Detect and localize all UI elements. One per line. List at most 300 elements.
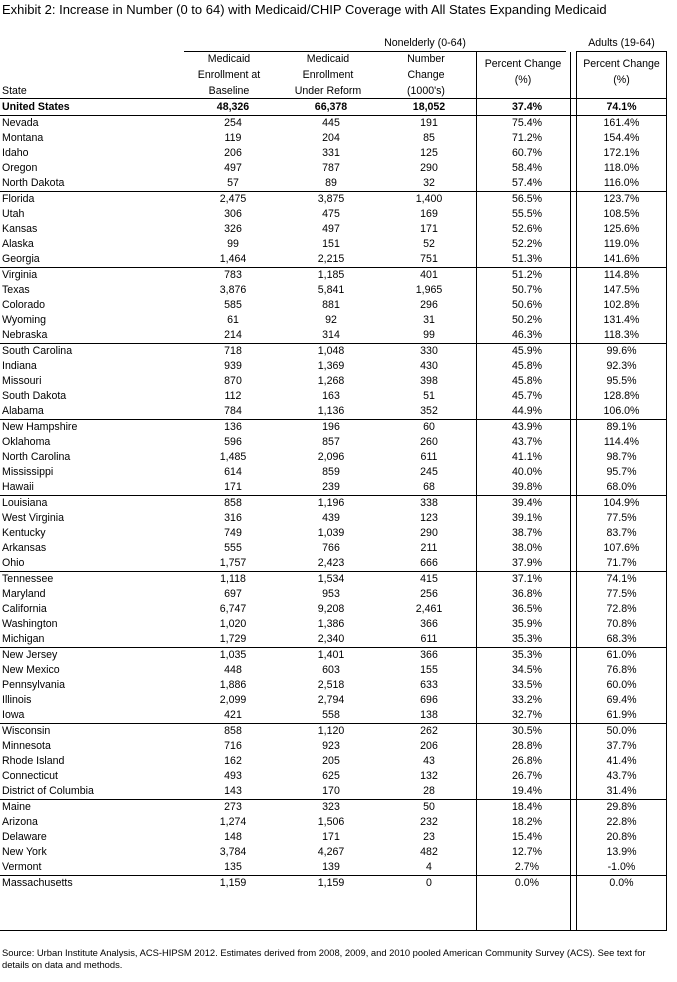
table-row-total bbox=[0, 100, 667, 116]
cell-adults: 118.3% bbox=[603, 329, 640, 341]
cell-state: Alaska bbox=[2, 238, 34, 250]
cell-reform: 2,794 bbox=[317, 694, 345, 706]
table-row bbox=[0, 328, 667, 344]
cell-reform: 1,196 bbox=[282, 496, 380, 512]
cell-adults: 22.8% bbox=[606, 816, 637, 828]
cell-pct: 26.8% bbox=[511, 755, 543, 767]
cell-adults: 147.5% bbox=[603, 284, 640, 296]
col-header-baseline bbox=[184, 52, 274, 99]
cell-state: Maine bbox=[0, 800, 184, 816]
cell-baseline: 214 bbox=[224, 329, 242, 341]
cell-adults: 99.6% bbox=[576, 344, 667, 360]
cell-adults: 13.9% bbox=[606, 846, 637, 858]
cell-state: Indiana bbox=[2, 360, 37, 372]
table-row bbox=[0, 313, 667, 328]
cell-pct: 45.8% bbox=[511, 375, 543, 387]
table-row bbox=[0, 480, 667, 496]
table-row bbox=[0, 511, 667, 526]
cell-baseline: 3,876 bbox=[219, 284, 247, 296]
cell-state: Iowa bbox=[2, 709, 25, 721]
cell-adults: 104.9% bbox=[576, 496, 667, 512]
cell-baseline: 2,475 bbox=[184, 192, 282, 208]
cell-state: Nevada bbox=[0, 116, 184, 132]
table-row bbox=[0, 222, 667, 237]
cell-reform: 3,875 bbox=[282, 192, 380, 208]
cell-state: Montana bbox=[2, 132, 44, 144]
table-row bbox=[0, 374, 667, 389]
cell-state: Oklahoma bbox=[2, 436, 51, 448]
cell-adults: 61.0% bbox=[576, 648, 667, 664]
cell-change: 290 bbox=[420, 527, 438, 539]
cell-adults: 114.8% bbox=[576, 268, 667, 284]
cell-adults: 77.5% bbox=[606, 588, 637, 600]
cell-pct: 35.9% bbox=[511, 618, 543, 630]
cell-adults: 119.0% bbox=[603, 238, 640, 250]
cell-reform: 497 bbox=[322, 223, 340, 235]
cell-change: 430 bbox=[420, 360, 438, 372]
col-header-adults-line: (%) bbox=[613, 74, 630, 86]
table-row bbox=[0, 632, 667, 648]
table-row bbox=[0, 556, 667, 572]
cell-adults: 106.0% bbox=[603, 405, 640, 417]
cell-pct: 38.7% bbox=[511, 527, 543, 539]
table-row bbox=[0, 465, 667, 480]
cell-reform: 331 bbox=[322, 147, 340, 159]
cell-state: Connecticut bbox=[2, 770, 58, 782]
cell-reform: 857 bbox=[322, 436, 340, 448]
cell-reform: 151 bbox=[322, 238, 340, 250]
cell-change: 401 bbox=[380, 268, 478, 284]
cell-state: North Dakota bbox=[2, 177, 65, 189]
table-row bbox=[0, 602, 667, 617]
cell-change: 50 bbox=[380, 800, 478, 816]
cell-pct: 55.5% bbox=[511, 208, 543, 220]
cell-state: Utah bbox=[2, 208, 25, 220]
cell-reform: 92 bbox=[325, 314, 337, 326]
col-header-change bbox=[380, 52, 472, 99]
cell-reform: 2,215 bbox=[317, 253, 345, 265]
table-row bbox=[0, 344, 667, 360]
cell-state: Georgia bbox=[2, 253, 40, 265]
cell-change: 611 bbox=[420, 451, 438, 463]
cell-change: 51 bbox=[423, 390, 435, 402]
cell-baseline: 596 bbox=[224, 436, 242, 448]
cell-reform: 1,386 bbox=[317, 618, 345, 630]
cell-change: 0 bbox=[380, 876, 478, 892]
cell-pct: 50.6% bbox=[511, 299, 543, 311]
cell-state: South Carolina bbox=[0, 344, 184, 360]
cell-baseline: 783 bbox=[184, 268, 282, 284]
table-row bbox=[0, 131, 667, 146]
column-divider bbox=[570, 52, 571, 931]
cell-adults: 68.0% bbox=[606, 481, 637, 493]
cell-change: 4 bbox=[426, 861, 432, 873]
table-row bbox=[0, 648, 667, 664]
cell-state: Arkansas bbox=[2, 542, 47, 554]
cell-baseline: 1,159 bbox=[184, 876, 282, 892]
cell-reform: 163 bbox=[322, 390, 340, 402]
table-row bbox=[0, 663, 667, 678]
cell-state: Texas bbox=[2, 284, 30, 296]
cell-pct: 37.9% bbox=[511, 557, 543, 569]
cell-reform: 1,268 bbox=[317, 375, 345, 387]
cell-pct: 52.2% bbox=[511, 238, 543, 250]
cell-baseline: 1,035 bbox=[184, 648, 282, 664]
cell-baseline: 1,464 bbox=[219, 253, 247, 265]
cell-reform: 314 bbox=[322, 329, 340, 341]
col-header-reform-line: Medicaid bbox=[306, 53, 350, 65]
table-row bbox=[0, 769, 667, 784]
cell-pct: 12.7% bbox=[511, 846, 543, 858]
cell-baseline: 171 bbox=[224, 481, 242, 493]
cell-baseline: 939 bbox=[224, 360, 242, 372]
cell-change: 751 bbox=[420, 253, 438, 265]
cell-reform: 475 bbox=[322, 208, 340, 220]
cell-change: 68 bbox=[423, 481, 435, 493]
cell-adults: 37.7% bbox=[606, 740, 637, 752]
table-row bbox=[0, 298, 667, 313]
cell-baseline: 2,099 bbox=[219, 694, 247, 706]
table-row bbox=[0, 754, 667, 769]
cell-baseline: 119 bbox=[224, 132, 242, 144]
cell-baseline: 585 bbox=[224, 299, 242, 311]
cell-state: Missouri bbox=[2, 375, 42, 387]
cell-pct: 18.4% bbox=[478, 800, 576, 816]
cell-baseline: 493 bbox=[224, 770, 242, 782]
cell-state: New Jersey bbox=[0, 648, 184, 664]
cell-baseline: 99 bbox=[227, 238, 239, 250]
cell-baseline: 749 bbox=[224, 527, 242, 539]
cell-state: Oregon bbox=[2, 162, 38, 174]
cell-pct: 37.4% bbox=[511, 101, 543, 113]
cell-change: 206 bbox=[420, 740, 438, 752]
cell-state: Hawaii bbox=[2, 481, 34, 493]
cell-pct: 51.2% bbox=[478, 268, 576, 284]
table-row bbox=[0, 207, 667, 222]
cell-pct: 41.1% bbox=[511, 451, 543, 463]
cell-reform: 170 bbox=[322, 785, 340, 797]
cell-pct: 45.7% bbox=[511, 390, 543, 402]
cell-pct: 71.2% bbox=[511, 132, 543, 144]
cell-adults: 60.0% bbox=[606, 679, 637, 691]
table-row bbox=[0, 496, 667, 512]
cell-adults: 29.8% bbox=[576, 800, 667, 816]
column-divider bbox=[576, 52, 577, 931]
table-row bbox=[0, 860, 667, 876]
table-row bbox=[0, 359, 667, 374]
cell-state: Washington bbox=[2, 618, 58, 630]
cell-change: 99 bbox=[423, 329, 435, 341]
cell-adults: 123.7% bbox=[576, 192, 667, 208]
enrollment-table bbox=[0, 100, 667, 891]
cell-change: 31 bbox=[423, 314, 435, 326]
cell-baseline: 162 bbox=[224, 755, 242, 767]
cell-pct: 57.4% bbox=[511, 177, 543, 189]
cell-reform: 558 bbox=[322, 709, 340, 721]
cell-pct: 33.5% bbox=[511, 679, 543, 691]
cell-baseline: 6,747 bbox=[219, 603, 247, 615]
cell-reform: 9,208 bbox=[317, 603, 345, 615]
table-row bbox=[0, 800, 667, 816]
col-header-adults bbox=[577, 52, 666, 92]
cell-reform: 1,534 bbox=[282, 572, 380, 588]
table-row bbox=[0, 693, 667, 708]
cell-reform: 323 bbox=[282, 800, 380, 816]
cell-state: Kentucky bbox=[2, 527, 46, 539]
table-bottom-rule bbox=[0, 930, 667, 931]
cell-change: 138 bbox=[420, 709, 438, 721]
col-header-pct-line: Percent Change bbox=[484, 58, 562, 70]
cell-change: 232 bbox=[420, 816, 438, 828]
cell-adults: 71.7% bbox=[606, 557, 637, 569]
cell-state: Kansas bbox=[2, 223, 38, 235]
cell-state: Alabama bbox=[2, 405, 44, 417]
cell-state: Arizona bbox=[2, 816, 38, 828]
cell-change: 85 bbox=[423, 132, 435, 144]
cell-state: West Virginia bbox=[2, 512, 65, 524]
cell-pct: 33.2% bbox=[511, 694, 543, 706]
cell-state: Idaho bbox=[2, 147, 29, 159]
cell-adults: -1.0% bbox=[607, 861, 636, 873]
cell-baseline: 614 bbox=[224, 466, 242, 478]
cell-state: Mississippi bbox=[2, 466, 54, 478]
cell-baseline: 61 bbox=[227, 314, 239, 326]
cell-pct: 45.8% bbox=[511, 360, 543, 372]
cell-baseline: 148 bbox=[224, 831, 242, 843]
cell-adults: 102.8% bbox=[603, 299, 640, 311]
cell-adults: 114.4% bbox=[603, 436, 640, 448]
cell-change: 1,400 bbox=[380, 192, 478, 208]
cell-adults: 116.0% bbox=[603, 177, 640, 189]
cell-adults: 50.0% bbox=[576, 724, 667, 740]
cell-state: Tennessee bbox=[0, 572, 184, 588]
table-row bbox=[0, 876, 667, 892]
cell-adults: 131.4% bbox=[603, 314, 640, 326]
cell-adults: 107.6% bbox=[603, 542, 640, 554]
cell-reform: 5,841 bbox=[317, 284, 345, 296]
cell-baseline: 1,729 bbox=[219, 633, 247, 645]
cell-change: 28 bbox=[423, 785, 435, 797]
column-divider bbox=[666, 52, 667, 931]
cell-adults: 89.1% bbox=[576, 420, 667, 436]
table-row bbox=[0, 587, 667, 602]
cell-state: Rhode Island bbox=[2, 755, 65, 767]
cell-change: 2,461 bbox=[415, 603, 443, 615]
cell-baseline: 784 bbox=[224, 405, 242, 417]
cell-baseline: 254 bbox=[184, 116, 282, 132]
cell-state: California bbox=[2, 603, 47, 615]
cell-baseline: 143 bbox=[224, 785, 242, 797]
cell-baseline: 718 bbox=[184, 344, 282, 360]
cell-adults: 70.8% bbox=[606, 618, 637, 630]
cell-change: 262 bbox=[380, 724, 478, 740]
cell-state: New York bbox=[2, 846, 47, 858]
cell-baseline: 306 bbox=[224, 208, 242, 220]
column-divider bbox=[476, 52, 477, 931]
cell-state: Wyoming bbox=[2, 314, 47, 326]
cell-reform: 204 bbox=[322, 132, 340, 144]
table-row bbox=[0, 176, 667, 192]
cell-reform: 787 bbox=[322, 162, 340, 174]
cell-pct: 39.4% bbox=[478, 496, 576, 512]
cell-pct: 39.8% bbox=[511, 481, 543, 493]
cell-baseline: 48,326 bbox=[216, 101, 250, 113]
cell-pct: 0.0% bbox=[478, 876, 576, 892]
cell-reform: 1,401 bbox=[282, 648, 380, 664]
cell-baseline: 3,784 bbox=[219, 846, 247, 858]
cell-reform: 953 bbox=[322, 588, 340, 600]
cell-state: New Hampshire bbox=[0, 420, 184, 436]
table-row bbox=[0, 420, 667, 436]
cell-adults: 118.0% bbox=[603, 162, 640, 174]
cell-pct: 50.7% bbox=[511, 284, 543, 296]
cell-adults: 43.7% bbox=[606, 770, 637, 782]
cell-baseline: 1,886 bbox=[219, 679, 247, 691]
table-row bbox=[0, 739, 667, 754]
col-header-state bbox=[0, 52, 185, 99]
cell-pct: 50.2% bbox=[511, 314, 543, 326]
table-row bbox=[0, 541, 667, 556]
header-rule bbox=[0, 98, 667, 99]
cell-pct: 43.9% bbox=[478, 420, 576, 436]
cell-change: 398 bbox=[420, 375, 438, 387]
cell-reform: 205 bbox=[322, 755, 340, 767]
cell-change: 245 bbox=[420, 466, 438, 478]
cell-change: 338 bbox=[380, 496, 478, 512]
cell-pct: 28.8% bbox=[511, 740, 543, 752]
cell-pct: 43.7% bbox=[511, 436, 543, 448]
cell-change: 171 bbox=[420, 223, 438, 235]
table-row bbox=[0, 784, 667, 800]
cell-reform: 1,185 bbox=[282, 268, 380, 284]
cell-reform: 859 bbox=[322, 466, 340, 478]
col-header-reform bbox=[282, 52, 374, 99]
cell-adults: 128.8% bbox=[603, 390, 640, 402]
source-note: Source: Urban Institute Analysis, ACS-HIPSM 2012. Estimates derived from 2008, 2009, and 2010 pooled American Community Survey (ACS). See text for details on data and methods. bbox=[2, 947, 646, 970]
cell-reform: 439 bbox=[322, 512, 340, 524]
col-header-baseline-line: Enrollment at bbox=[197, 69, 261, 81]
cell-adults: 95.7% bbox=[606, 466, 637, 478]
cell-adults: 61.9% bbox=[606, 709, 637, 721]
cell-baseline: 112 bbox=[224, 390, 242, 402]
cell-reform: 445 bbox=[282, 116, 380, 132]
cell-change: 18,052 bbox=[412, 101, 446, 113]
cell-state: New Mexico bbox=[2, 664, 60, 676]
cell-pct: 51.3% bbox=[511, 253, 543, 265]
cell-reform: 196 bbox=[282, 420, 380, 436]
cell-change: 260 bbox=[420, 436, 438, 448]
cell-reform: 1,039 bbox=[317, 527, 345, 539]
col-header-change-line: Number bbox=[407, 53, 445, 65]
cell-state: United States bbox=[2, 101, 70, 113]
cell-change: 666 bbox=[420, 557, 438, 569]
table-row bbox=[0, 617, 667, 632]
cell-pct: 32.7% bbox=[511, 709, 543, 721]
cell-baseline: 716 bbox=[224, 740, 242, 752]
cell-pct: 35.3% bbox=[511, 633, 543, 645]
cell-state: Florida bbox=[0, 192, 184, 208]
table-row bbox=[0, 116, 667, 132]
cell-state: District of Columbia bbox=[2, 785, 94, 797]
table-row bbox=[0, 572, 667, 588]
group-header-nonelderly: Nonelderly (0-64) bbox=[384, 37, 466, 49]
table-row bbox=[0, 724, 667, 740]
cell-pct: 18.2% bbox=[511, 816, 543, 828]
col-header-pct-line: (%) bbox=[514, 74, 532, 86]
cell-state: Pennsylvania bbox=[2, 679, 66, 691]
cell-adults: 172.1% bbox=[603, 147, 640, 159]
cell-state: Minnesota bbox=[2, 740, 51, 752]
table-row bbox=[0, 283, 667, 298]
cell-baseline: 1,757 bbox=[219, 557, 247, 569]
cell-change: 352 bbox=[420, 405, 438, 417]
cell-adults: 108.5% bbox=[603, 208, 640, 220]
cell-baseline: 858 bbox=[184, 724, 282, 740]
cell-adults: 76.8% bbox=[606, 664, 637, 676]
cell-baseline: 326 bbox=[224, 223, 242, 235]
cell-baseline: 136 bbox=[184, 420, 282, 436]
table-row bbox=[0, 389, 667, 404]
col-header-change-line: Change bbox=[407, 69, 445, 81]
cell-adults: 69.4% bbox=[606, 694, 637, 706]
cell-reform: 766 bbox=[322, 542, 340, 554]
cell-adults: 92.3% bbox=[606, 360, 637, 372]
cell-pct: 38.0% bbox=[511, 542, 543, 554]
cell-reform: 2,340 bbox=[317, 633, 345, 645]
table-row bbox=[0, 526, 667, 541]
table-row bbox=[0, 830, 667, 845]
exhibit-title: Exhibit 2: Increase in Number (0 to 64) with Medicaid/CHIP Coverage with All States Expanding Medicaid bbox=[2, 2, 607, 17]
cell-baseline: 697 bbox=[224, 588, 242, 600]
cell-adults: 31.4% bbox=[606, 785, 637, 797]
cell-adults: 125.6% bbox=[603, 223, 640, 235]
cell-reform: 1,048 bbox=[282, 344, 380, 360]
cell-change: 60 bbox=[380, 420, 478, 436]
table-body bbox=[0, 100, 667, 891]
cell-reform: 603 bbox=[322, 664, 340, 676]
table-row bbox=[0, 404, 667, 420]
cell-baseline: 497 bbox=[224, 162, 242, 174]
cell-state: Illinois bbox=[2, 694, 32, 706]
cell-adults: 154.4% bbox=[603, 132, 640, 144]
cell-baseline: 206 bbox=[224, 147, 242, 159]
col-header-adults-line: Percent Change bbox=[583, 58, 660, 70]
cell-adults: 68.3% bbox=[606, 633, 637, 645]
cell-change: 366 bbox=[420, 618, 438, 630]
cell-change: 1,965 bbox=[415, 284, 443, 296]
table-row bbox=[0, 268, 667, 284]
cell-baseline: 1,020 bbox=[219, 618, 247, 630]
cell-change: 43 bbox=[423, 755, 435, 767]
cell-baseline: 555 bbox=[224, 542, 242, 554]
cell-pct: 36.8% bbox=[511, 588, 543, 600]
cell-baseline: 316 bbox=[224, 512, 242, 524]
cell-reform: 171 bbox=[322, 831, 340, 843]
cell-change: 696 bbox=[420, 694, 438, 706]
cell-state: South Dakota bbox=[2, 390, 67, 402]
cell-change: 482 bbox=[420, 846, 438, 858]
cell-pct: 58.4% bbox=[511, 162, 543, 174]
cell-change: 169 bbox=[420, 208, 438, 220]
cell-pct: 52.6% bbox=[511, 223, 543, 235]
cell-pct: 34.5% bbox=[511, 664, 543, 676]
cell-adults: 74.1% bbox=[606, 101, 637, 113]
cell-state: Ohio bbox=[2, 557, 25, 569]
cell-pct: 26.7% bbox=[511, 770, 543, 782]
col-header-baseline-line: Medicaid bbox=[207, 53, 251, 65]
cell-baseline: 57 bbox=[227, 177, 239, 189]
col-header-reform-line: Enrollment bbox=[302, 69, 354, 81]
